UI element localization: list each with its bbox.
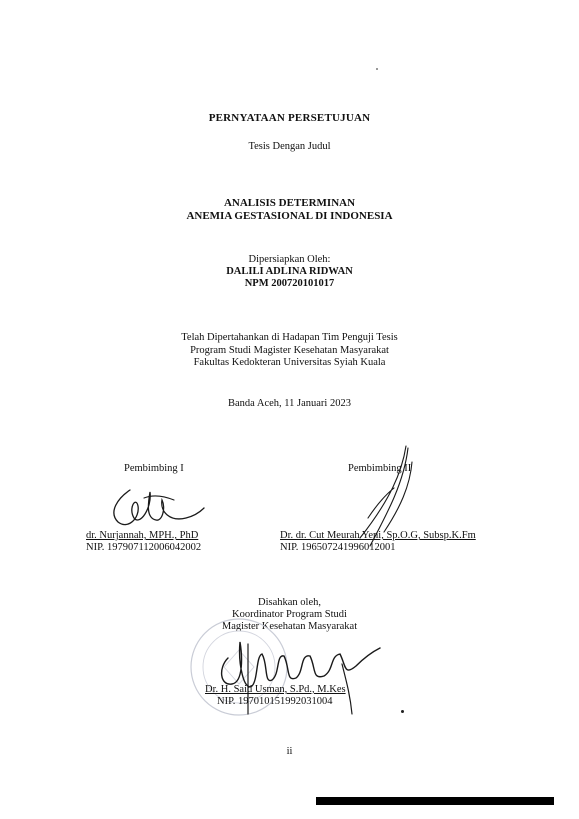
thesis-title-line-1: ANALISIS DETERMINAN — [223, 197, 356, 209]
author-name: DALILI ADLINA RIDWAN — [226, 266, 353, 277]
scan-edge-bar — [316, 797, 554, 805]
coordinator-nip: NIP. 197010151992031004 — [217, 696, 333, 707]
approval-line-2: Koordinator Program Studi — [232, 609, 347, 620]
approval-line-3: Magister Kesehatan Masyarakat — [221, 621, 358, 632]
defense-line-2: Program Studi Magister Kesehatan Masyarakat — [190, 345, 389, 356]
coordinator-name: Dr. H. Said Usman, S.Pd., M.Kes — [205, 684, 346, 695]
defense-line-1: Telah Dipertahankan di Hadapan Tim Penguji Tesis — [181, 332, 398, 343]
defense-line-3: Fakultas Kedokteran Universitas Syiah Kuala — [193, 357, 386, 368]
page-number: ii — [286, 746, 293, 757]
author-npm: NPM 200720101017 — [244, 278, 335, 289]
page-heading: PERNYATAAN PERSETUJUAN — [208, 112, 371, 124]
approval-line-1: Disahkan oleh, — [258, 597, 321, 608]
place-date: Banda Aceh, 11 Januari 2023 — [228, 398, 351, 409]
scan-speck — [376, 68, 378, 70]
supervisor-1-nip: NIP. 197907112006042002 — [86, 542, 202, 553]
supervisor-1-name: dr. Nurjannah, MPH., PhD — [86, 530, 199, 541]
prepared-by-label: Dipersiapkan Oleh: — [248, 254, 331, 265]
ink-dot — [401, 710, 404, 713]
supervisor-1-label: Pembimbing I — [124, 463, 184, 474]
supervisor-2-name: Dr. dr. Cut Meurah Yeni, Sp.O.G, Subsp.K.Fm — [280, 530, 476, 541]
supervisor-2-nip: NIP. 196507241996012001 — [280, 542, 396, 553]
supervisor-1-signature — [100, 478, 210, 534]
thesis-title-line-2: ANEMIA GESTASIONAL DI INDONESIA — [186, 210, 393, 222]
thesis-subtitle: Tesis Dengan Judul — [248, 141, 331, 152]
supervisor-2-label: Pembimbing II — [348, 463, 412, 474]
